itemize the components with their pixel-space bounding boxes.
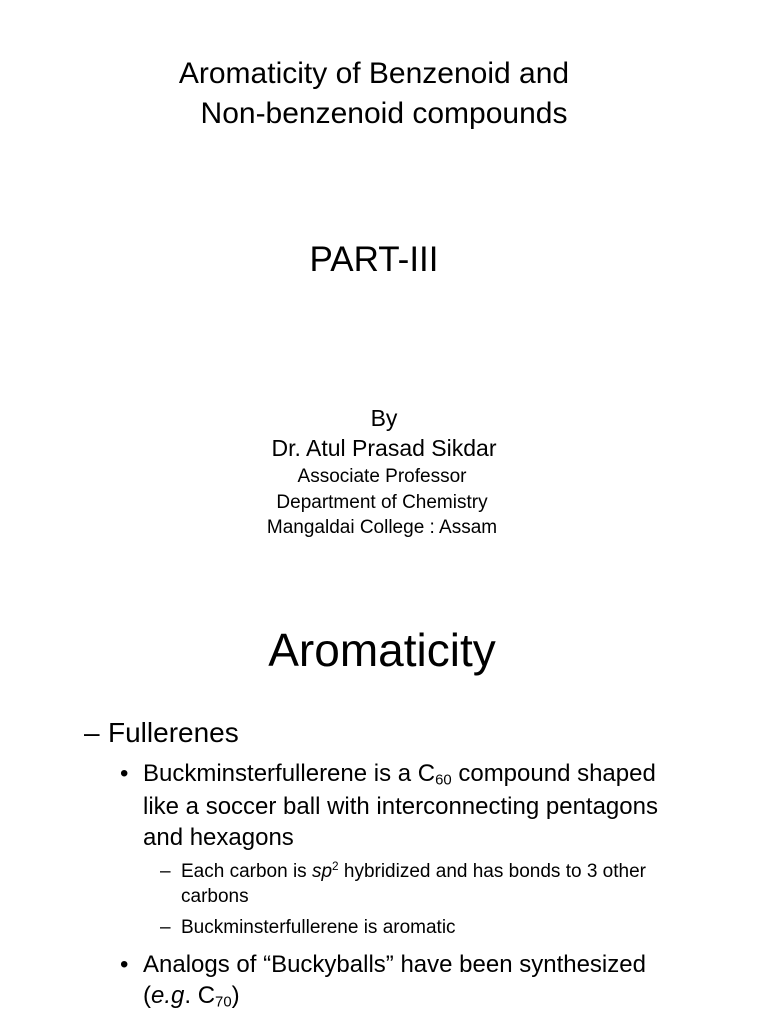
topic-dash-marker: – — [84, 717, 100, 748]
by-label: By — [370, 405, 398, 431]
author-name: Dr. Atul Prasad Sikdar — [271, 435, 497, 461]
sub-dash-marker-2: – — [160, 917, 171, 938]
sub-dash-marker-1: – — [160, 861, 171, 882]
sub1-line1 — [181, 859, 646, 885]
bullet2-line1: Analogs of “Buckyballs” have been synthesized — [143, 951, 646, 978]
title-line-1: Aromaticity of Benzenoid and — [178, 57, 570, 90]
part-label: PART-III — [309, 240, 439, 279]
sub1-line1-post: hybridized and has bonds to 3 other — [338, 861, 646, 882]
bullet-marker-2: • — [120, 951, 129, 978]
author-position: Associate Professor — [297, 466, 467, 487]
author-college: Mangaldai College : Assam — [266, 517, 498, 538]
bullet2-c-label: . C — [184, 982, 216, 1009]
bullet2-open-paren: ( — [143, 982, 151, 1009]
bullet1-line1 — [143, 758, 656, 790]
bullet-marker-1: • — [120, 760, 129, 787]
sub2-text: Buckminsterfullerene is aromatic — [181, 917, 456, 938]
bullet1-line1-pre: Buckminsterfullerene is a C — [143, 760, 436, 787]
title-line-2: Non-benzenoid compounds — [200, 97, 568, 130]
bullet2-c70-subscript: 70 — [215, 994, 232, 1011]
bullet1-line2: like a soccer ball with interconnecting pentagons — [143, 793, 658, 820]
bullet2-line2 — [143, 980, 240, 1012]
sub1-sp-italic: sp — [311, 861, 333, 882]
sub1-line2: carbons — [181, 886, 249, 907]
sub1-line1-pre: Each carbon is — [181, 861, 312, 882]
slide-heading: Aromaticity — [268, 624, 496, 676]
author-department: Department of Chemistry — [276, 492, 488, 513]
bullet1-line1-post: compound shaped — [451, 760, 656, 787]
sub1-sp-superscript: 2 — [332, 859, 339, 873]
topic-fullerenes: Fullerenes — [108, 717, 239, 748]
bullet1-line3: and hexagons — [143, 824, 294, 851]
bullet2-eg-italic: e.g — [151, 982, 185, 1009]
bullet1-c60-subscript: 60 — [435, 772, 452, 789]
bullet2-close-paren: ) — [231, 982, 240, 1009]
